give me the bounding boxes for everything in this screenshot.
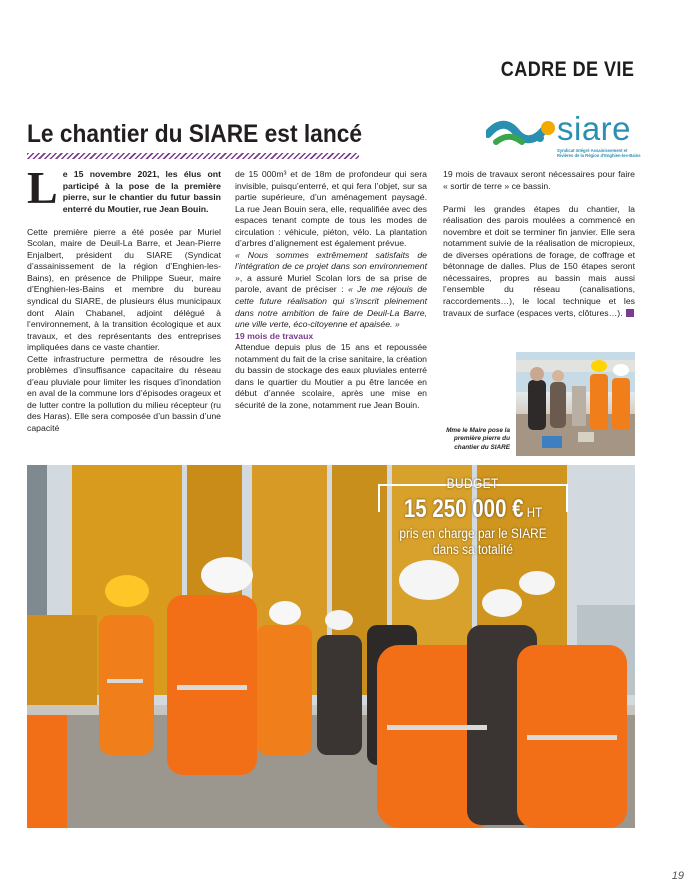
logo-wordmark: siare: [557, 110, 632, 147]
page-number: 19: [671, 870, 684, 882]
body-paragraph: 19 mois de travaux seront nécessaires pour faire « sortir de terre » ce bassin.: [443, 169, 635, 191]
body-paragraph: Cette première pierre a été posée par Muriel Scolan, maire de Deuil-La Barre, et Jean-Pierre Enjalbert, président du SIARE (Syndicat d’assainissement de la région d’Enghien-les-Bains), en présence de Philippe Sueur, maire d’Enghien-les-Bains et membre du bureau syndical du SIARE, de plusieurs élus municipaux dont Alain Chabanel, adjoint délégué à l’environnement, à la transition écologique et aux travaux, et des représentants des entreprises impliquées dans ce vaste chantier.: [27, 226, 221, 353]
body-paragraph: [443, 204, 635, 319]
budget-amount-value: 15 250 000 €: [403, 495, 524, 523]
article-column-3: [443, 169, 635, 319]
body-paragraph: de 15 000m³ et de 18m de profondeur qui sera invisible, puisqu’enterré, et qui fera l’objet, sur sa partie supérieure, d’un aménagement paysagé. La rue Jean Bouin sera, elle, requalifiée avec des espaces tenant compte de tous les modes de circulation : véhicule, piéton, vélo. La plantation d’arbres d’alignement est également prévue.: [235, 169, 427, 249]
body-paragraph: Attendue depuis plus de 15 ans et repoussée notamment du fait de la crise sanitaire, la création du bassin de stockage des eaux pluviales enterré dans le quartier du Moutier a pu être lancée en début d’année scolaire, après une mise en sécurité de la zone, notamment rue Jean Bouin.: [235, 342, 427, 410]
body-paragraph: Cette infrastructure permettra de résoudre les problèmes d’insuffisance capacitaire du réseau d’eau pluviale pour limiter les risques d’inondation en aval de la commune lors d’épisodes orageux et de lutter contre la pollution du milieu récepteur (ru des Haras). Elle sera composée d’un bassin d’une capacité: [27, 353, 221, 433]
logo-tagline: Syndicat Intégré Assainissement et Rivières de la Région d'Enghien-les-Bains: [557, 148, 641, 158]
drop-cap: L: [27, 162, 58, 213]
siare-wave-icon: [486, 112, 558, 152]
first-stone-photo-illustration: [516, 352, 635, 456]
siare-logo: [486, 110, 641, 160]
photo-caption: Mme le Maire pose la première pierre du chantier du SIARE: [446, 427, 510, 451]
quote-text: « Je me réjouis de cette future réalisation qui s’inscrit pleinement dans notre ambition de faire de Deuil-La Barre, une ville verte, éco-citoyenne et apaisée. »: [235, 284, 427, 330]
section-title: CADRE DE VIE: [500, 58, 634, 81]
quote-text: « Nous sommes extrêmement satisfaits de l’intégration de ce projet dans son environnement »: [235, 249, 427, 283]
quote-paragraph: [235, 250, 427, 331]
end-of-article-square-icon: [626, 309, 634, 317]
lead-paragraph: [27, 162, 221, 215]
body-text: Parmi les grandes étapes du chantier, la réalisation des parois moulées a commencé en novembre et doit se terminer fin janvier. Elle sera notamment suivie de la réalisation de micropieux, de diverses opérations de forage, de coffrage et bétonnage de dalles. Plus de 150 étapes seront nécessaires, propres au bassin mais aussi l’ensemble du réseau (canalisations, raccordements…), le local technique et les travaux de surface (espaces verts, clôtures…).: [443, 203, 635, 318]
budget-amount-suffix: HT: [523, 504, 543, 520]
lead-text: e 15 novembre 2021, les élus ont participé à la pose de la première pierre, sur le chantier du futur bassin enterré du Moutier, rue Jean Bouin.: [62, 169, 221, 214]
budget-description-line-2: dans sa totalité: [433, 542, 513, 557]
quote-attribution: , a assuré Muriel Scolan lors de sa prise de parole, avant de préciser :: [235, 272, 427, 295]
budget-description-line-1: pris en charge par le SIARE: [399, 526, 547, 541]
first-stone-photo: [516, 352, 635, 456]
article-headline: Le chantier du SIARE est lancé: [27, 120, 363, 148]
budget-callout: [378, 475, 568, 558]
section-subheading: 19 mois de travaux: [235, 330, 314, 341]
article-column-1: [27, 162, 221, 435]
article-column-2: [235, 169, 427, 411]
budget-label: BUDGET: [446, 475, 500, 491]
headline-hatch-divider: [27, 153, 359, 159]
budget-amount: [395, 495, 551, 526]
